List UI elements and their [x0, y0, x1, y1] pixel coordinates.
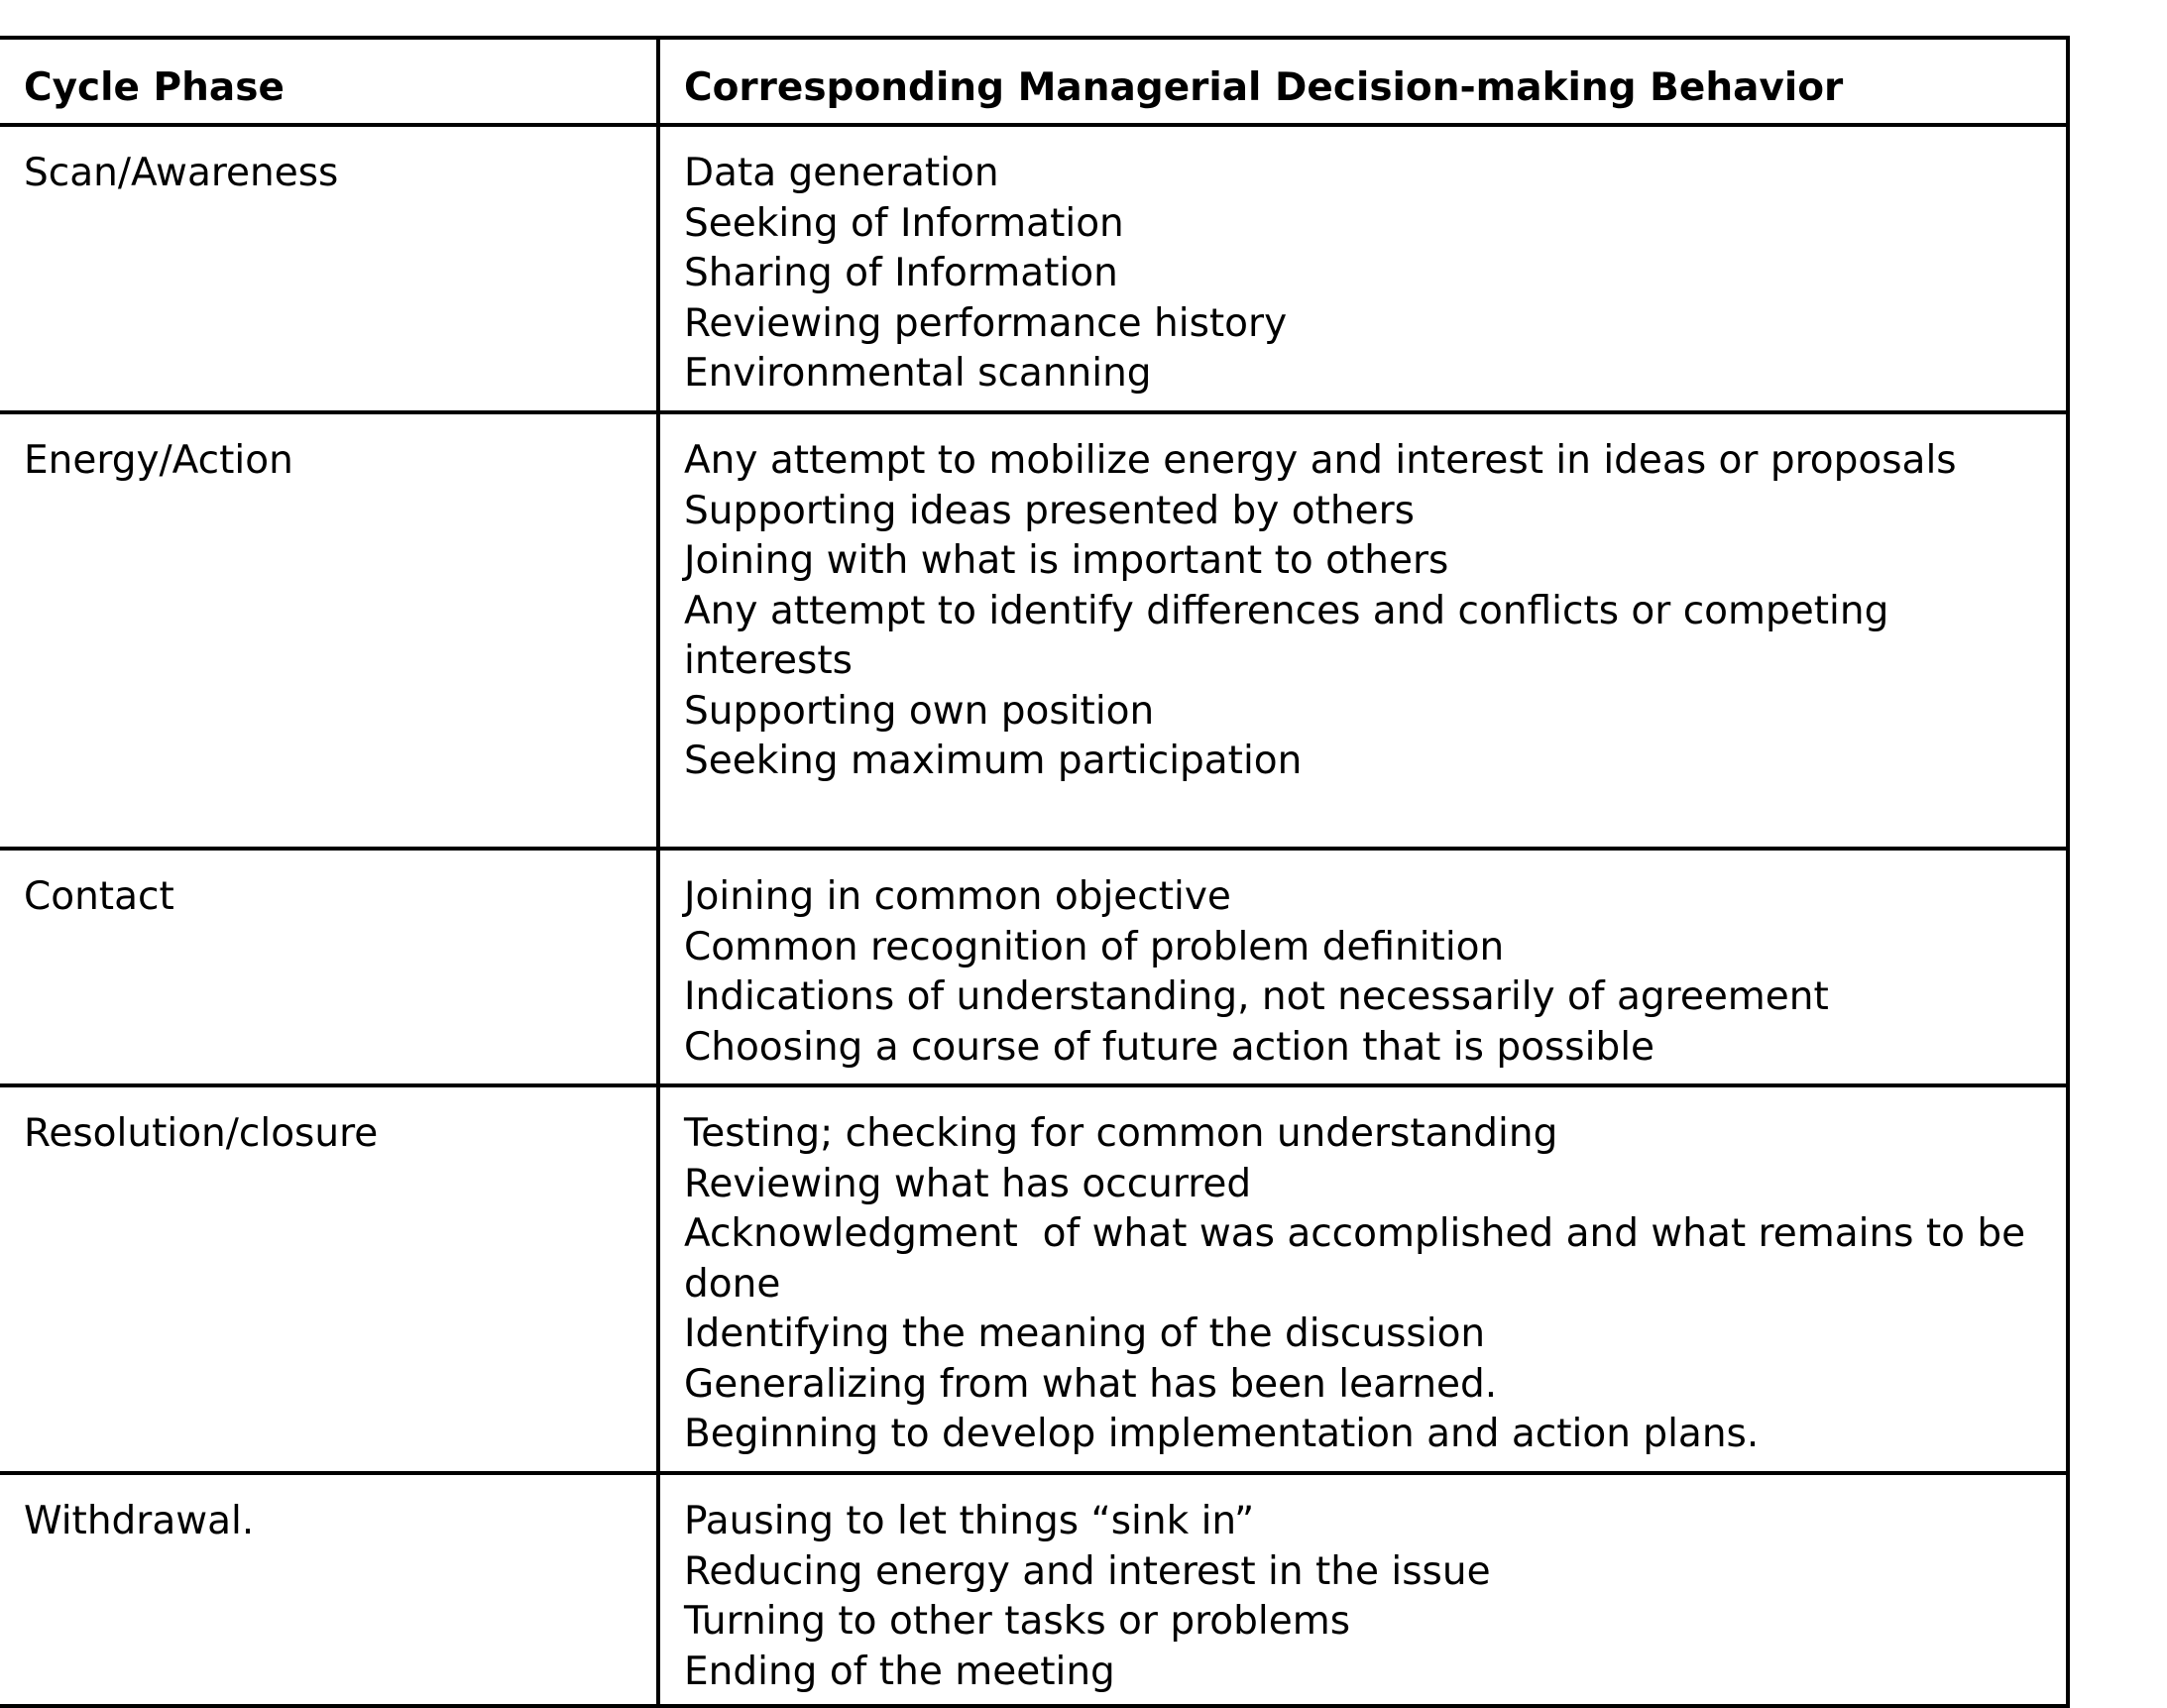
behavior-item: Turning to other tasks or problems: [684, 1599, 1351, 1644]
behavior-item: Any attempt to identify differences and conflicts or competing interests: [684, 588, 1901, 683]
behavior-item: Acknowledgment of what was accomplished and what remains to be done: [684, 1211, 2038, 1307]
table-row: [0, 1085, 2068, 1473]
behavior-item: Sharing of Information: [684, 251, 1118, 295]
behavior-item: Indications of understanding, not necessarily of agreement: [684, 974, 1829, 1019]
behavior-item: Supporting ideas presented by others: [684, 488, 1415, 533]
behavior-cell: [658, 125, 2068, 412]
behavior-item: Seeking maximum participation: [684, 739, 1303, 783]
header-row: [0, 38, 2068, 125]
header-cycle-phase: Cycle Phase: [0, 38, 658, 125]
table-row: [0, 125, 2068, 412]
behavior-item: Any attempt to mobilize energy and interest in ideas or proposals: [684, 438, 1957, 483]
cycle-phase-cell: Resolution/closure: [0, 1085, 658, 1473]
behavior-item: Common recognition of problem definition: [684, 924, 1505, 969]
behavior-item: Reviewing performance history: [684, 300, 1288, 346]
cycle-phase-cell: Scan/Awareness: [0, 125, 658, 412]
behavior-item: Seeking of Information: [684, 200, 1124, 246]
cycle-phase-table: [0, 36, 2070, 1708]
behavior-item: Generalizing from what has been learned.: [684, 1361, 1498, 1407]
cycle-phase-cell: Withdrawal.: [0, 1473, 658, 1706]
behavior-item: Joining in common objective: [684, 874, 1231, 919]
behavior-item: Ending of the meeting: [684, 1649, 1115, 1694]
cycle-phase-cell: Energy/Action: [0, 412, 658, 849]
behavior-item: Reviewing what has occurred: [684, 1161, 1252, 1206]
behavior-cell: [658, 1085, 2068, 1473]
behavior-cell: [658, 1473, 2068, 1706]
behavior-item: Reducing energy and interest in the issue: [684, 1548, 1491, 1594]
behavior-item: Joining with what is important to others: [684, 538, 1449, 583]
behavior-item: Supporting own position: [684, 688, 1155, 734]
behavior-item: Identifying the meaning of the discussion: [684, 1311, 1486, 1356]
behavior-item: Choosing a course of future action that is possible: [684, 1024, 1655, 1070]
behavior-item: Pausing to let things “sink in”: [684, 1499, 1255, 1543]
behavior-item: Testing; checking for common understanding: [684, 1111, 1558, 1156]
header-behavior: Corresponding Managerial Decision-making Behavior: [658, 38, 2068, 125]
behavior-cell: [658, 849, 2068, 1085]
behavior-item: Data generation: [684, 151, 999, 195]
behavior-cell: [658, 412, 2068, 849]
behavior-item: Environmental scanning: [684, 351, 1152, 396]
behavior-item: Beginning to develop implementation and action plans.: [684, 1412, 1760, 1456]
cycle-phase-cell: Contact: [0, 849, 658, 1085]
table-row: [0, 1473, 2068, 1706]
table-row: [0, 412, 2068, 849]
table-row: [0, 849, 2068, 1085]
